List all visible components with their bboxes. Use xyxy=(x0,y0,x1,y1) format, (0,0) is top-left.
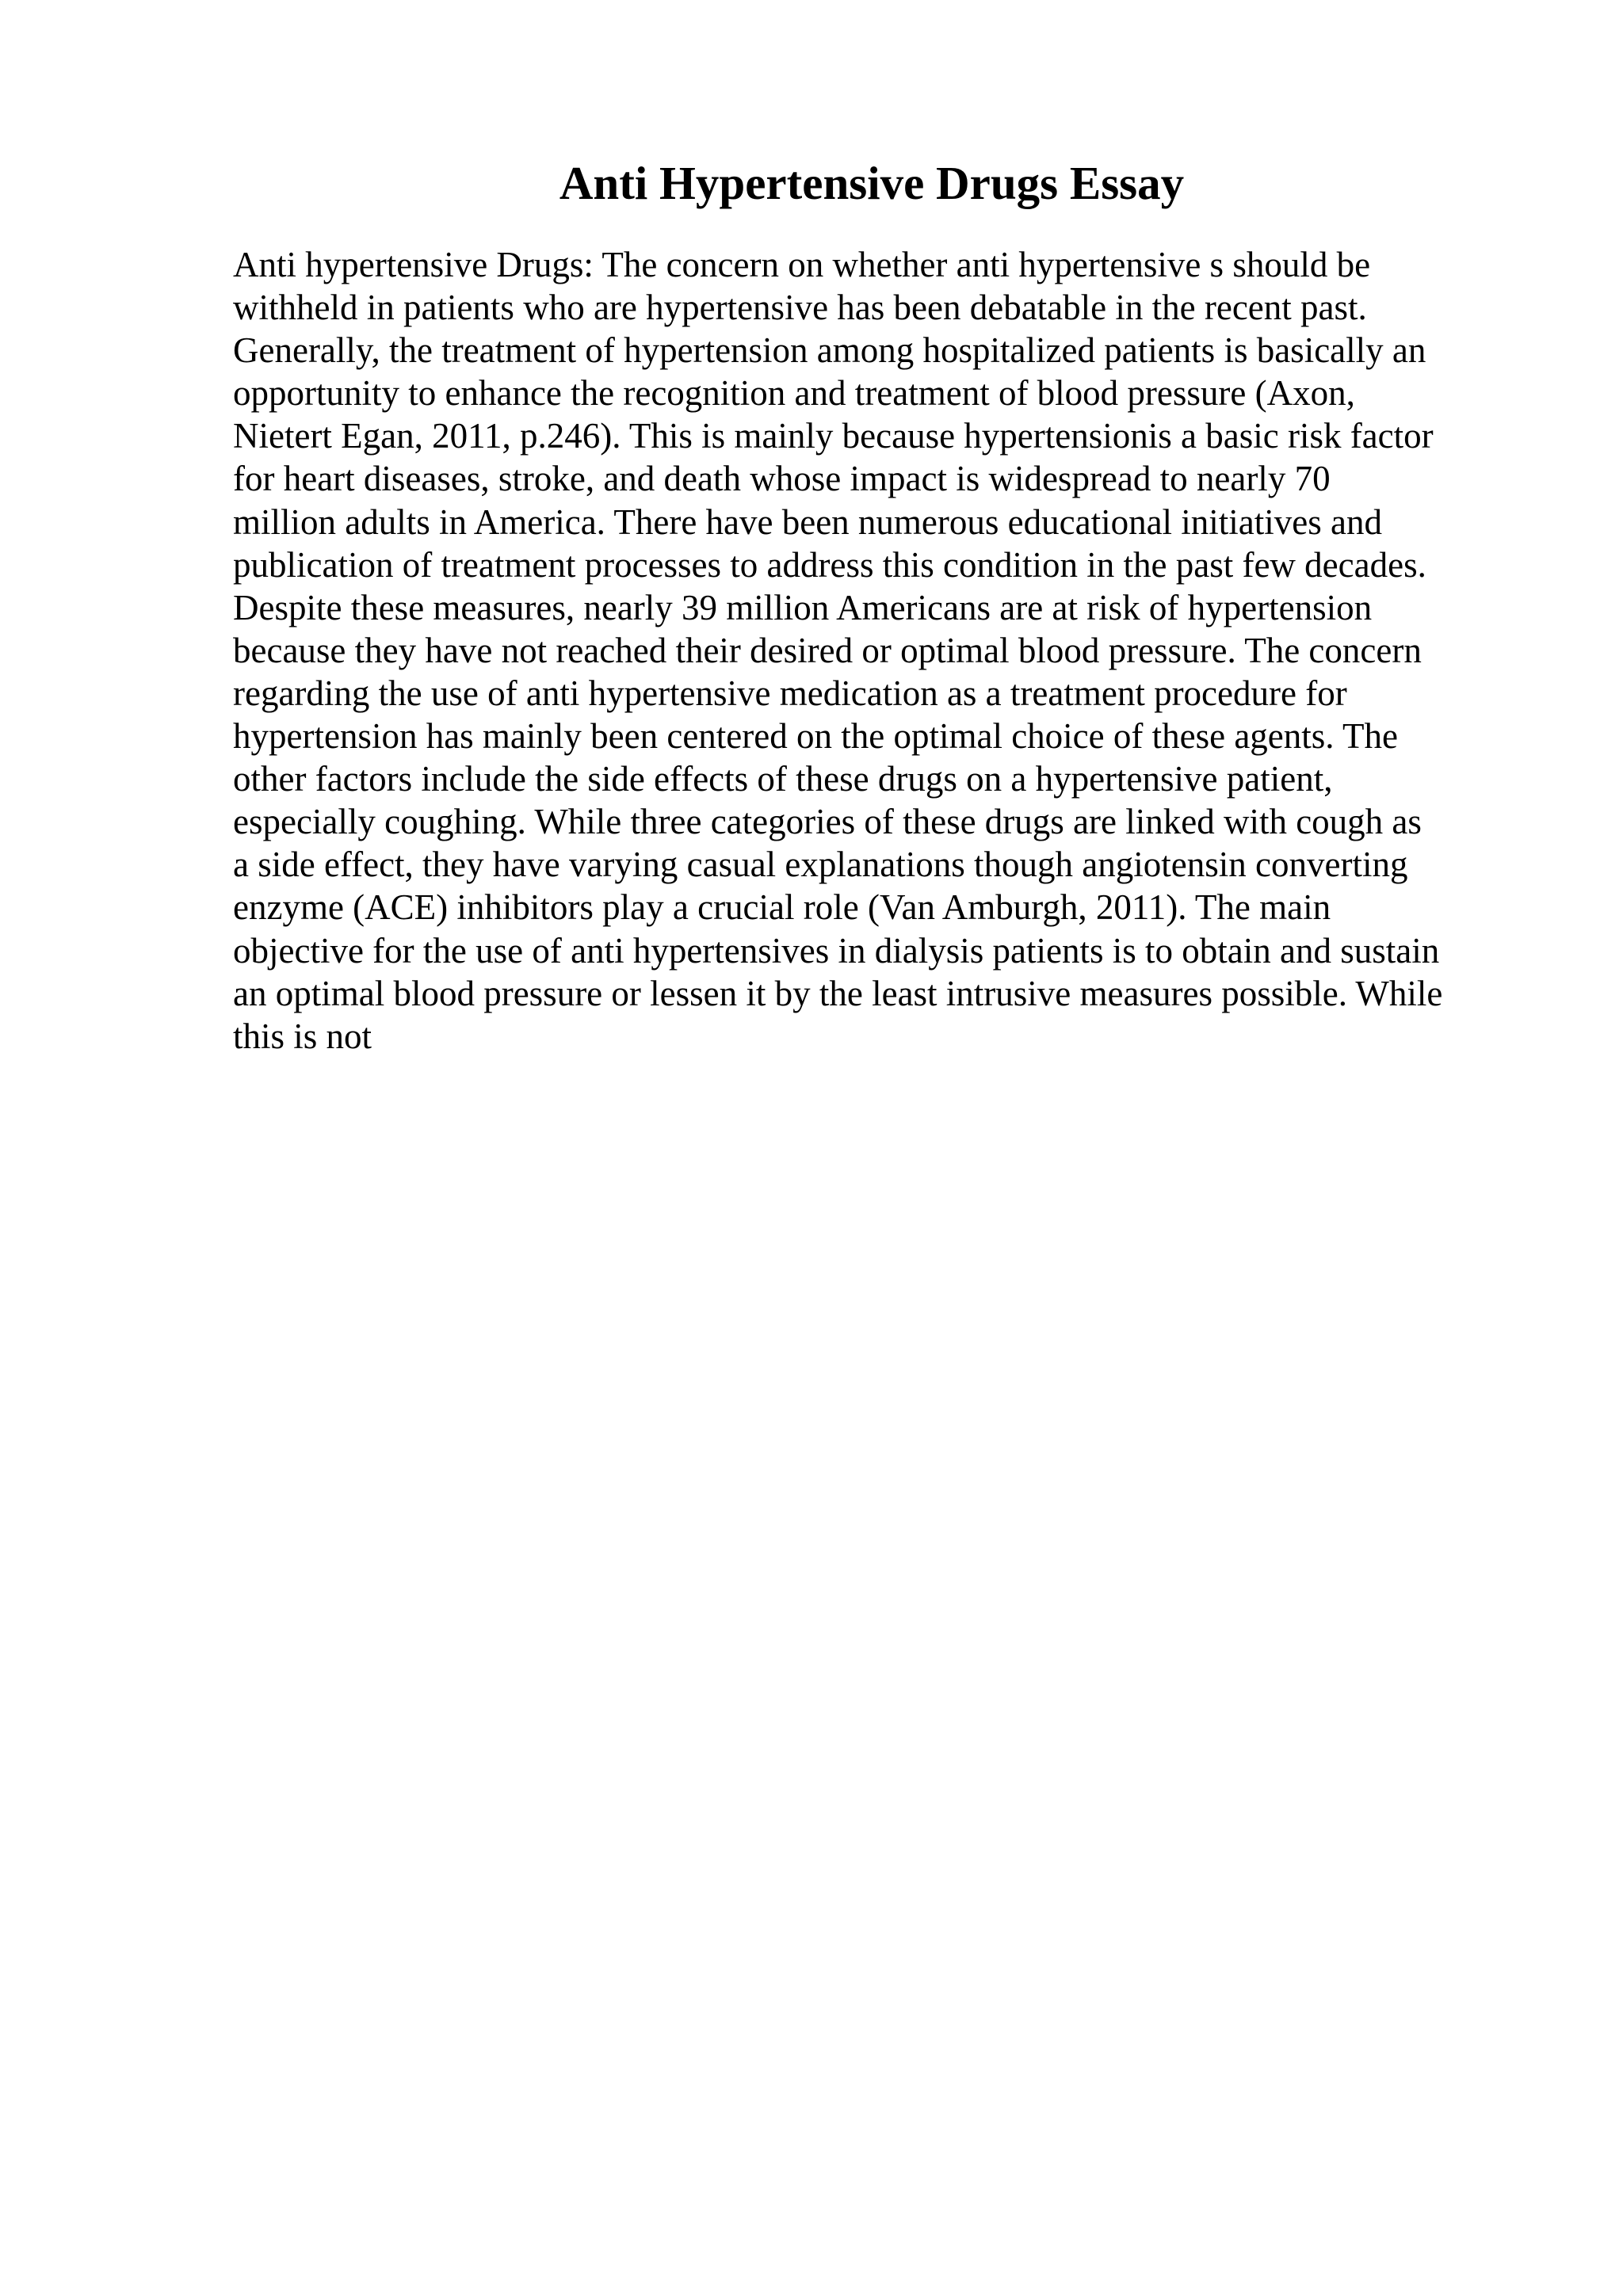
document-title: Anti Hypertensive Drugs Essay xyxy=(559,157,1185,209)
text-line: publication of treatment processes to address this condition in the past few decades. xyxy=(233,544,1426,585)
text-line: this is not xyxy=(233,1016,372,1056)
text-line: hypertension has mainly been centered on the optimal choice of these agents. The xyxy=(233,716,1398,757)
text-line: an optimal blood pressure or lessen it by the least intrusive measures possible. While xyxy=(233,973,1443,1013)
text-line: million adults in America. There have been numerous educational initiatives and xyxy=(233,502,1382,542)
text-line: especially coughing. While three categories of these drugs are linked with cough as xyxy=(233,802,1422,842)
text-line: enzyme (ACE) inhibitors play a crucial role (Van Amburgh, 2011). The main xyxy=(233,887,1331,928)
text-line: withheld in patients who are hypertensive has been debatable in the recent past. xyxy=(233,288,1367,328)
text-line: other factors include the side effects of these drugs on a hypertensive patient, xyxy=(233,759,1333,799)
text-line: Nietert Egan, 2011, p.246). This is mainly because hypertensionis a basic risk factor xyxy=(233,416,1434,456)
essay-body xyxy=(233,243,1501,1058)
text-line: Generally, the treatment of hypertension among hospitalized patients is basically an xyxy=(233,330,1426,371)
text-line: regarding the use of anti hypertensive medication as a treatment procedure for xyxy=(233,673,1347,713)
text-line: Despite these measures, nearly 39 million Americans are at risk of hypertension xyxy=(233,587,1373,627)
text-line: for heart diseases, stroke, and death whose impact is widespread to nearly 70 xyxy=(233,459,1331,499)
text-line: a side effect, they have varying casual explanations though angiotensin converting xyxy=(233,845,1408,885)
text-line: objective for the use of anti hypertensives in dialysis patients is to obtain and sustain xyxy=(233,930,1440,971)
text-line: because they have not reached their desired or optimal blood pressure. The concern xyxy=(233,630,1422,670)
text-line: Anti hypertensive Drugs: The concern on whether anti hypertensive s should be xyxy=(233,245,1371,284)
text-line: opportunity to enhance the recognition and treatment of blood pressure (Axon, xyxy=(233,373,1355,414)
